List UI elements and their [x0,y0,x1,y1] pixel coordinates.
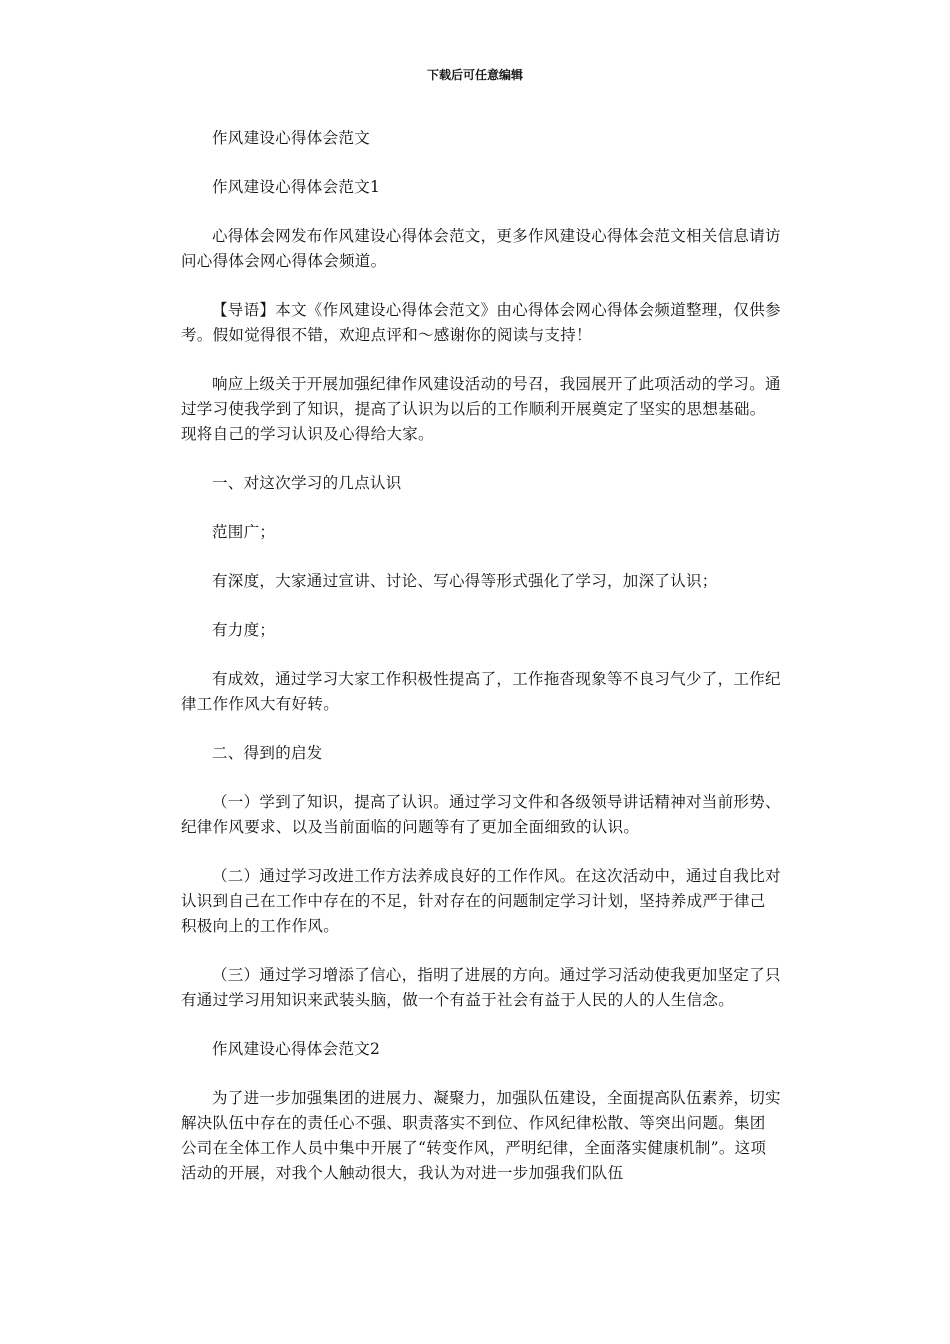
paragraph: （三）通过学习增添了信心，指明了进展的方向。通过学习活动使我更加坚定了只有通过学习用知识来武装头脑，做一个有益于社会有益于人民的人的人生信念。 [181,966,781,1009]
list-item: 有力度； [212,621,276,639]
document-body [181,126,781,1210]
document-title: 作风建设心得体会范文 [212,129,371,147]
paragraph: （一）学到了知识，提高了认识。通过学习文件和各级领导讲话精神对当前形势、纪律作风要求、以及当前面临的问题等有了更加全面细致的认识。 [181,793,781,836]
paragraph: （二）通过学习改进工作方法养成良好的工作作风。在这次活动中，通过自我比对认识到自己在工作中存在的不足，针对存在的问题制定学习计划，坚持养成严于律己积极向上的工作作风。 [181,867,781,935]
paragraph-intro: 【导语】本文《作风建设心得体会范文》由心得体会网心得体会频道整理，仅供参考。假如觉得很不错，欢迎点评和～感谢你的阅读与支持！ [181,301,781,344]
subheading-1: 一、对这次学习的几点认识 [212,474,402,492]
list-item: 有深度，大家通过宣讲、讨论、写心得等形式强化了学习，加深了认识； [212,572,718,590]
paragraph: 响应上级关于开展加强纪律作风建设活动的号召，我园展开了此项活动的学习。通过学习使我学到了知识，提高了认识为以后的工作顺利开展奠定了坚实的思想基础。现将自己的学习认识及心得给大家。 [181,375,781,443]
section-heading-2: 作风建设心得体会范文2 [212,1040,381,1058]
paragraph: 心得体会网发布作风建设心得体会范文，更多作风建设心得体会范文相关信息请访问心得体会网心得体会频道。 [181,227,781,270]
page-header: 下载后可任意编辑 [426,68,523,82]
paragraph: 为了进一步加强集团的进展力、凝聚力，加强队伍建设，全面提高队伍素养，切实解决队伍中存在的责任心不强、职责落实不到位、作风纪律松散、等突出问题。集团公司在全体工作人员中集中开展了“转变作风，严明纪律，全面落实健康机制”。这项活动的开展，对我个人触动很大，我认为对进一步加强我们队伍 [181,1089,781,1182]
subheading-2: 二、得到的启发 [212,744,323,762]
section-heading-1: 作风建设心得体会范文1 [212,178,381,196]
list-item: 有成效，通过学习大家工作积极性提高了，工作拖沓现象等不良习气少了，工作纪律工作作风大有好转。 [181,670,781,713]
list-item: 范围广； [212,523,276,541]
